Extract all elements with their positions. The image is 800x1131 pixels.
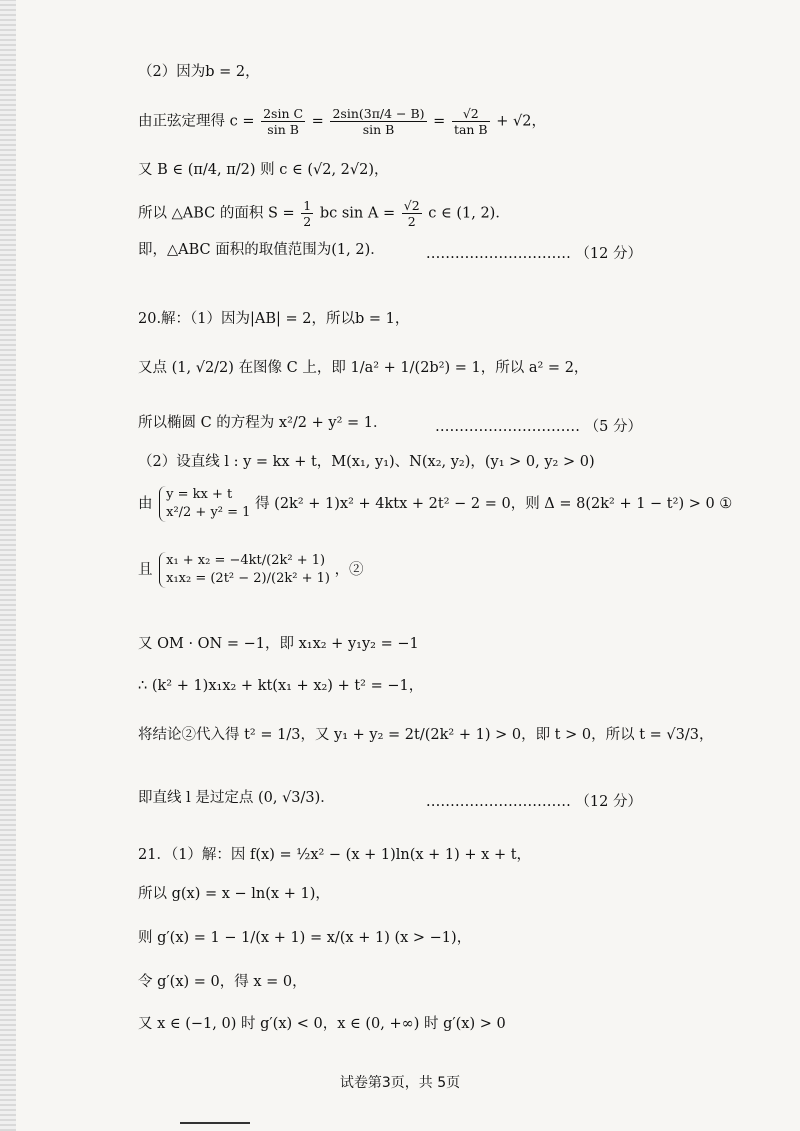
q19-score: ………………………… （12 分） [425, 246, 642, 262]
q20-ellipse-equation: 所以椭圆 C 的方程为 x²/2 + y² = 1． [138, 415, 388, 431]
q19-law-of-sines: 由正弦定理得 c = $\frac{\text{2sin C}}{\text{sin B}}$ = $\frac{2\sin(3\pi/4 - B)}{\text{sin B}}$ = $\frac{√2}{\text{tan B}}$ + √2， [138, 106, 546, 137]
q20-vieta-brace [159, 552, 330, 588]
q20-system-row-2: x²/2 + y² = 1 [166, 505, 251, 521]
q20-point-value: (1, √2/2) [171, 360, 234, 376]
q21-zero: 令 g′(x) = 0，得 x = 0， [138, 974, 307, 990]
q20-part2: （2）设直线 l : y = kx + t，M(x₁, y₁)、N(x₂, y₂)，(y₁ > 0, y₂ > 0) [138, 454, 595, 470]
q21-sign: 又 x ∈ (−1, 0) 时 g′(x) < 0，x ∈ (0, +∞) 时 g′(x) > 0 [138, 1016, 506, 1032]
page-footer: 试卷第3页，共 5页 [339, 1075, 461, 1091]
q19-frac-2-den: sin B [362, 122, 395, 137]
q19-frac-3-num: √2 [452, 106, 490, 122]
q19-area-half [301, 198, 313, 229]
q19-range-line: 又 B ∈ (π/4, π/2) 则 c ∈ (√2, 2√2)， [138, 162, 389, 178]
q21-g-prime: 则 g′(x) = 1 − 1/(x + 1) = x/(x + 1) (x > −1)， [138, 930, 472, 946]
q20-point-equation: 1/a² + 1/(2b²) = 1，所以 a² = 2， [350, 360, 589, 376]
q19-area-root-num: √2 [403, 198, 420, 213]
q20-vieta-line [138, 552, 364, 588]
q20-vieta-lead: 且 [138, 562, 153, 579]
q20-substitute: 将结论②代入得 t² = 1/3，又 y₁ + y₂ = 2t/(2k² + 1) > 0，即 t > 0，所以 t = √3/3， [138, 727, 714, 743]
q20-dot-product: 又 OM · ON = −1，即 x₁x₂ + y₁y₂ = −1 [138, 636, 419, 652]
q20-score-12: ………………………… （12 分） [425, 794, 642, 810]
q20-system-lead: 由 [138, 496, 153, 513]
q19-law-tail: + √2， [496, 113, 546, 130]
q19-area-half-den: 2 [303, 214, 312, 229]
q19-area-lead: 所以 △ABC 的面积 S = [138, 205, 295, 222]
q20-system-tail: 得 (2k² + 1)x² + 4ktx + 2t² − 2 = 0，则 Δ = 8(2k² + 1 − t²) > 0 ① [255, 496, 733, 513]
q19-frac-1 [261, 106, 305, 137]
q19-frac-2-num: 2sin(3π/4 − B) [332, 106, 425, 121]
q19-frac-1-den: sin B [267, 122, 299, 137]
q20-score-5: ………………………… （5 分） [435, 419, 642, 435]
q20-vieta-tail: ，② [334, 562, 364, 579]
q19-part2-given: （2）因为b = 2， [138, 64, 260, 80]
q20-expand: ∴ (k² + 1)x₁x₂ + kt(x₁ + x₂) + t² = −1， [138, 678, 424, 694]
q20-point-lead: 又点 [138, 360, 167, 376]
q21-g-definition: 所以 g(x) = x − ln(x + 1)， [138, 886, 330, 902]
q20-system-brace [159, 486, 250, 522]
q21-part1: 21．（1）解：因 f(x) = ½x² − (x + 1)ln(x + 1) + x + t， [138, 847, 532, 863]
bottom-rule [180, 1122, 250, 1124]
q20-point-mid: 在图像 C 上，即 [238, 360, 346, 376]
q19-area-root [402, 198, 422, 229]
q19-frac-3-den: tan B [453, 122, 488, 137]
q19-area-tail: c ∈ (1, 2)． [428, 205, 510, 222]
q20-vieta-row-2: x₁x₂ = (2t² − 2)/(2k² + 1) [166, 571, 330, 587]
q20-fixed-point: 即直线 l 是过定点 (0, √3/3)． [138, 790, 335, 806]
q20-part1: 20.解：（1）因为|AB| = 2，所以b = 1， [138, 311, 410, 327]
binding-strip [0, 0, 16, 1131]
q19-frac-3 [452, 106, 490, 137]
q20-system-row-1: y = kx + t [166, 487, 233, 502]
q19-area-mid: bc sin A = [319, 205, 396, 222]
q20-vieta-row-1: x₁ + x₂ = −4kt/(2k² + 1) [166, 553, 326, 568]
q19-area-root-den: 2 [407, 214, 416, 229]
q19-area-half-num: 1 [303, 198, 312, 213]
q19-frac-2 [330, 106, 426, 137]
q19-frac-1-num: 2sin C [263, 106, 304, 121]
q19-conclusion: 即，△ABC 面积的取值范围为(1, 2)． [138, 242, 385, 258]
q20-point-line [138, 360, 588, 377]
q19-law-lead: 由正弦定理得 c = [138, 113, 255, 130]
q20-system-line [138, 486, 732, 522]
q19-area-line [138, 198, 510, 229]
